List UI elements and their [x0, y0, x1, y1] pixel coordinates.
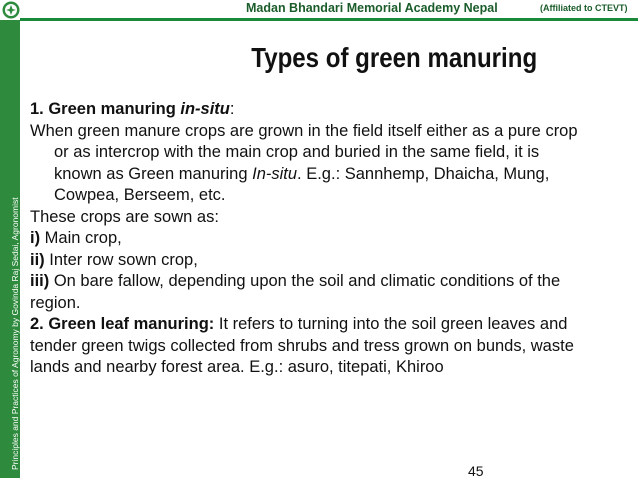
- option-3-cont: region.: [30, 293, 81, 312]
- slide-title: Types of green manuring: [251, 42, 537, 73]
- sown-intro: These crops are sown as:: [30, 207, 219, 226]
- sidebar-credit: Principles and Practices of Agronomy by Govinda Raj Sedai, Agronomist: [10, 197, 20, 470]
- academy-logo-icon: [2, 1, 20, 19]
- option-3: iii) On bare fallow, depending upon the soil and climatic conditions of the: [30, 272, 561, 290]
- header-bar: [0, 0, 638, 20]
- item1-line2: or as intercrop with the main crop and buried in the same field, it is: [54, 143, 540, 161]
- item1-line3: known as Green manuring In-situ. E.g.: Sannhemp, Dhaicha, Mung,: [54, 164, 550, 183]
- item1-heading: 1. Green manuring in-situ:: [30, 100, 235, 118]
- option-2: ii) Inter row sown crop,: [30, 250, 198, 269]
- item2-line2: tender green twigs collected from shrubs and tress grown on bunds, waste: [30, 336, 574, 355]
- item1-line4: Cowpea, Berseem, etc.: [54, 186, 226, 204]
- affiliation-label: (Affiliated to CTEVT): [540, 3, 628, 13]
- item2-line1: 2. Green leaf manuring: It refers to turning into the soil green leaves and: [30, 315, 568, 333]
- page-number: 45: [468, 463, 484, 479]
- slide-content: [30, 99, 630, 379]
- item1-line1: When green manure crops are grown in the field itself either as a pure crop: [30, 121, 578, 140]
- item2-line3: lands and nearby forest area. E.g.: asuro, titepati, Khiroo: [30, 358, 444, 376]
- academy-name: Madan Bhandari Memorial Academy Nepal: [246, 1, 498, 15]
- header-divider: [20, 18, 638, 21]
- option-1: i) Main crop,: [30, 229, 122, 247]
